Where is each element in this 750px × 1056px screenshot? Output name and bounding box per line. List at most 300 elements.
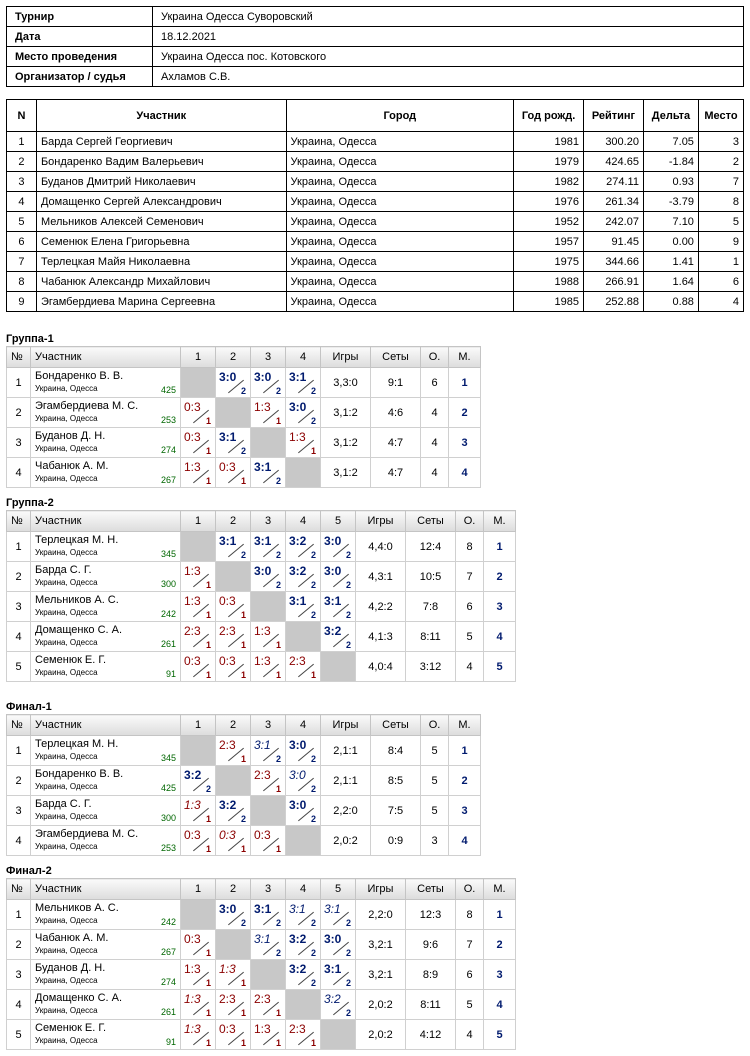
match-sets: 3:1	[324, 962, 342, 976]
player-games: 4,4:0	[356, 532, 406, 562]
participant-cell: 4	[7, 192, 37, 212]
match-score	[321, 562, 355, 591]
match-points: 1	[275, 844, 281, 854]
match-score	[216, 652, 250, 681]
self-cell	[181, 368, 216, 398]
match-result	[216, 368, 251, 398]
player-place: 4	[484, 622, 516, 652]
match-score	[286, 900, 320, 929]
header-sets: Сеты	[406, 879, 456, 900]
player-games: 3,2:1	[356, 960, 406, 990]
match-score	[181, 428, 215, 457]
header-place: М.	[484, 511, 516, 532]
match-result	[286, 766, 321, 796]
player-points: 5	[421, 796, 449, 826]
player-cell	[31, 826, 181, 856]
player-number: 5	[7, 1020, 31, 1050]
match-score	[251, 826, 285, 855]
match-sets: 3:0	[289, 400, 307, 414]
match-sets: 1:3	[254, 654, 271, 668]
match-result	[286, 900, 321, 930]
match-score	[181, 960, 215, 989]
match-score	[181, 766, 215, 795]
header-no: №	[7, 347, 31, 368]
match-score	[216, 1020, 250, 1049]
player-points: 6	[456, 960, 484, 990]
player-row	[7, 652, 516, 682]
info-label: Дата	[7, 27, 153, 47]
match-score	[286, 1020, 320, 1049]
player-games: 2,2:0	[356, 900, 406, 930]
player-name: Семенюк Е. Г.	[35, 1022, 107, 1034]
match-result	[251, 736, 286, 766]
player-number: 3	[7, 796, 31, 826]
match-sets: 0:3	[219, 460, 236, 474]
player-name: Мельников А. С.	[35, 594, 119, 606]
match-result	[251, 562, 286, 592]
group-title: Группа-1	[6, 333, 54, 345]
participant-cell: 1	[7, 132, 37, 152]
player-cell	[31, 900, 181, 930]
match-points: 2	[275, 948, 281, 958]
match-score	[251, 652, 285, 681]
header-place: М.	[449, 715, 481, 736]
participant-cell: Домащенко Сергей Александрович	[36, 192, 286, 212]
player-games: 3,1:2	[321, 398, 371, 428]
player-row	[7, 736, 481, 766]
match-sets: 2:3	[254, 768, 271, 782]
match-result	[286, 1020, 321, 1050]
match-result	[251, 398, 286, 428]
player-name: Семенюк Е. Г.	[35, 654, 107, 666]
info-value: Украина Одесса пос. Котовского	[153, 47, 744, 67]
match-sets: 3:0	[324, 534, 342, 548]
player-city: Украина, Одесса	[35, 578, 98, 587]
match-sets: 3:0	[289, 738, 307, 752]
match-points: 1	[240, 1008, 246, 1018]
player-name: Буданов Д. Н.	[35, 962, 106, 974]
match-result	[321, 960, 356, 990]
player-rating: 242	[160, 609, 176, 619]
match-result	[216, 622, 251, 652]
player-rating: 425	[160, 783, 176, 793]
player-place: 3	[484, 592, 516, 622]
player-number: 4	[7, 826, 31, 856]
player-sets: 8:9	[406, 960, 456, 990]
player-city: Украина, Одесса	[35, 384, 98, 393]
final-1-section	[6, 700, 481, 856]
participant-row	[7, 192, 744, 212]
match-result	[321, 990, 356, 1020]
match-points: 1	[275, 784, 281, 794]
self-cell	[286, 826, 321, 856]
player-rating: 91	[165, 669, 176, 679]
header-points: О.	[421, 347, 449, 368]
group-table	[6, 878, 516, 1050]
player-row	[7, 458, 481, 488]
header-opponent-2: 2	[216, 511, 251, 532]
match-sets: 0:3	[219, 828, 236, 842]
match-score	[216, 736, 250, 765]
info-value: 18.12.2021	[153, 27, 744, 47]
match-score	[286, 960, 320, 989]
player-place: 1	[449, 736, 481, 766]
match-sets: 2:3	[219, 624, 236, 638]
self-cell	[321, 1020, 356, 1050]
player-number: 4	[7, 622, 31, 652]
match-result	[321, 930, 356, 960]
match-result	[251, 532, 286, 562]
participant-cell: Терлецкая Майя Николаевна	[36, 252, 286, 272]
info-label: Место проведения	[7, 47, 153, 67]
match-points: 1	[205, 814, 211, 824]
participant-cell: 252.88	[584, 292, 644, 312]
match-result	[216, 826, 251, 856]
match-score	[251, 900, 285, 929]
player-place: 2	[449, 398, 481, 428]
match-sets: 3:1	[219, 534, 237, 548]
match-points: 2	[310, 550, 316, 560]
player-sets: 0:9	[371, 826, 421, 856]
header-opponent-2: 2	[216, 715, 251, 736]
match-points: 2	[345, 948, 351, 958]
header-opponent-1: 1	[181, 879, 216, 900]
participant-cell: 7	[698, 172, 743, 192]
participant-cell: Семенюк Елена Григорьевна	[36, 232, 286, 252]
player-place: 4	[449, 826, 481, 856]
header-sets: Сеты	[371, 715, 421, 736]
match-result	[181, 826, 216, 856]
match-sets: 1:3	[254, 1022, 271, 1036]
match-points: 1	[205, 1008, 211, 1018]
match-points: 2	[240, 918, 246, 928]
player-cell	[31, 458, 181, 488]
match-score	[321, 990, 355, 1019]
self-cell	[181, 736, 216, 766]
participant-cell: 0.00	[643, 232, 698, 252]
match-sets: 3:1	[289, 594, 307, 608]
match-score	[286, 930, 320, 959]
player-name: Терлецкая М. Н.	[35, 738, 119, 750]
player-city: Украина, Одесса	[35, 608, 98, 617]
match-sets: 2:3	[219, 738, 236, 752]
match-points: 1	[310, 670, 316, 680]
match-points: 2	[275, 918, 281, 928]
match-score	[181, 458, 215, 487]
player-points: 6	[421, 368, 449, 398]
match-result	[286, 930, 321, 960]
match-points: 1	[205, 416, 211, 426]
match-result	[181, 960, 216, 990]
player-rating: 274	[160, 977, 176, 987]
player-city: Украина, Одесса	[35, 842, 98, 851]
match-sets: 1:3	[184, 460, 201, 474]
match-result	[321, 622, 356, 652]
participant-cell: 1985	[514, 292, 584, 312]
match-score	[321, 532, 355, 561]
match-result	[181, 990, 216, 1020]
header-opponent-4: 4	[286, 879, 321, 900]
info-label: Организатор / судья	[7, 67, 153, 87]
self-cell	[251, 960, 286, 990]
participant-cell: 344.66	[584, 252, 644, 272]
participant-row	[7, 292, 744, 312]
match-score	[181, 622, 215, 651]
match-sets: 3:0	[254, 564, 272, 578]
match-result	[216, 1020, 251, 1050]
self-cell	[251, 592, 286, 622]
match-points: 2	[345, 640, 351, 650]
participants-header-row	[7, 100, 744, 132]
player-number: 1	[7, 900, 31, 930]
match-score	[216, 826, 250, 855]
player-sets: 3:12	[406, 652, 456, 682]
match-score	[286, 766, 320, 795]
participant-row	[7, 172, 744, 192]
match-points: 2	[275, 580, 281, 590]
match-result	[181, 622, 216, 652]
header-games: Игры	[356, 879, 406, 900]
match-score	[251, 398, 285, 427]
match-sets: 3:2	[289, 534, 307, 548]
match-points: 1	[310, 446, 316, 456]
match-score	[251, 1020, 285, 1049]
player-games: 3,2:1	[356, 930, 406, 960]
player-number: 2	[7, 766, 31, 796]
match-sets: 3:0	[254, 370, 272, 384]
match-score	[286, 532, 320, 561]
header-player: Участник	[31, 511, 181, 532]
match-result	[216, 960, 251, 990]
self-cell	[216, 930, 251, 960]
match-score	[251, 736, 285, 765]
player-rating: 425	[160, 385, 176, 395]
player-games: 4,1:3	[356, 622, 406, 652]
match-points: 1	[275, 640, 281, 650]
player-place: 5	[484, 652, 516, 682]
match-points: 1	[205, 476, 211, 486]
player-points: 7	[456, 562, 484, 592]
match-result	[181, 652, 216, 682]
match-sets: 0:3	[219, 1022, 236, 1036]
player-sets: 8:5	[371, 766, 421, 796]
player-city: Украина, Одесса	[35, 812, 98, 821]
header-sets: Сеты	[371, 347, 421, 368]
match-result	[321, 592, 356, 622]
match-points: 2	[310, 610, 316, 620]
player-row	[7, 368, 481, 398]
match-points: 1	[275, 1008, 281, 1018]
match-sets: 0:3	[184, 400, 201, 414]
participant-cell: 266.91	[584, 272, 644, 292]
match-sets: 3:1	[254, 932, 271, 946]
player-city: Украина, Одесса	[35, 946, 98, 955]
group-1-section	[6, 332, 481, 488]
match-points: 1	[205, 844, 211, 854]
match-points: 1	[205, 670, 211, 680]
match-score	[181, 1020, 215, 1049]
match-points: 2	[310, 784, 316, 794]
player-sets: 9:6	[406, 930, 456, 960]
match-points: 1	[240, 844, 246, 854]
participant-cell: Мельников Алексей Семенович	[36, 212, 286, 232]
match-points: 1	[205, 640, 211, 650]
match-score	[181, 796, 215, 825]
match-points: 1	[275, 670, 281, 680]
match-points: 1	[275, 416, 281, 426]
player-games: 4,2:2	[356, 592, 406, 622]
header-opponent-2: 2	[216, 347, 251, 368]
self-cell	[216, 766, 251, 796]
match-result	[181, 562, 216, 592]
match-result	[251, 990, 286, 1020]
player-name: Чабанюк А. М.	[35, 932, 109, 944]
player-cell	[31, 930, 181, 960]
participant-cell: 6	[7, 232, 37, 252]
player-place: 4	[484, 990, 516, 1020]
player-city: Украина, Одесса	[35, 1006, 98, 1015]
header-points: О.	[456, 879, 484, 900]
match-points: 2	[275, 476, 281, 486]
player-number: 2	[7, 562, 31, 592]
participant-cell: 1.64	[643, 272, 698, 292]
match-points: 2	[240, 550, 246, 560]
match-result	[286, 428, 321, 458]
participant-cell: 1976	[514, 192, 584, 212]
participant-cell: 3	[698, 132, 743, 152]
match-result	[286, 368, 321, 398]
match-points: 2	[345, 1008, 351, 1018]
match-sets: 3:1	[289, 902, 306, 916]
header-opponent-3: 3	[251, 511, 286, 532]
match-points: 1	[205, 948, 211, 958]
header-opponent-4: 4	[286, 347, 321, 368]
match-points: 1	[240, 978, 246, 988]
participant-cell: 7.10	[643, 212, 698, 232]
match-sets: 3:1	[254, 902, 272, 916]
match-points: 1	[310, 1038, 316, 1048]
match-score	[321, 960, 355, 989]
group-title: Финал-1	[6, 701, 52, 713]
match-sets: 0:3	[184, 828, 201, 842]
header-points: О.	[421, 715, 449, 736]
match-points: 2	[275, 386, 281, 396]
player-cell	[31, 1020, 181, 1050]
player-name: Бондаренко В. В.	[35, 768, 124, 780]
match-points: 2	[310, 978, 316, 988]
participant-cell: Украина, Одесса	[286, 132, 514, 152]
match-score	[216, 532, 250, 561]
participant-row	[7, 132, 744, 152]
self-cell	[181, 532, 216, 562]
player-points: 6	[456, 592, 484, 622]
player-rating: 267	[160, 475, 176, 485]
match-score	[286, 796, 320, 825]
player-number: 4	[7, 458, 31, 488]
match-result	[216, 990, 251, 1020]
player-city: Украина, Одесса	[35, 548, 98, 557]
match-score	[216, 428, 250, 457]
match-sets: 0:3	[219, 654, 236, 668]
match-points: 1	[240, 754, 246, 764]
match-sets: 2:3	[289, 654, 306, 668]
match-sets: 0:3	[184, 654, 201, 668]
player-place: 5	[484, 1020, 516, 1050]
player-row	[7, 990, 516, 1020]
match-score	[321, 900, 355, 929]
group-table	[6, 714, 481, 856]
match-result	[286, 736, 321, 766]
match-sets: 3:2	[289, 564, 307, 578]
player-games: 2,0:2	[321, 826, 371, 856]
match-sets: 2:3	[254, 992, 271, 1006]
player-cell	[31, 592, 181, 622]
player-row	[7, 826, 481, 856]
participant-cell: 300.20	[584, 132, 644, 152]
player-row	[7, 796, 481, 826]
match-sets: 3:0	[219, 902, 237, 916]
match-sets: 1:3	[184, 992, 201, 1006]
participant-row	[7, 272, 744, 292]
self-cell	[251, 796, 286, 826]
group-title: Финал-2	[6, 865, 52, 877]
participant-row	[7, 232, 744, 252]
match-score	[286, 562, 320, 591]
match-result	[286, 562, 321, 592]
player-number: 2	[7, 930, 31, 960]
match-points: 2	[345, 580, 351, 590]
match-score	[251, 458, 285, 487]
player-name: Барда С. Г.	[35, 564, 92, 576]
group-table	[6, 510, 516, 682]
player-city: Украина, Одесса	[35, 752, 98, 761]
player-city: Украина, Одесса	[35, 638, 98, 647]
participant-cell: Украина, Одесса	[286, 152, 514, 172]
player-sets: 4:7	[371, 458, 421, 488]
player-number: 1	[7, 368, 31, 398]
header-opponent-1: 1	[181, 715, 216, 736]
player-number: 2	[7, 398, 31, 428]
player-number: 4	[7, 990, 31, 1020]
match-sets: 2:3	[184, 624, 201, 638]
participant-cell: 261.34	[584, 192, 644, 212]
match-score	[216, 990, 250, 1019]
player-cell	[31, 960, 181, 990]
match-score	[251, 562, 285, 591]
match-sets: 3:1	[254, 738, 271, 752]
match-points: 1	[240, 610, 246, 620]
player-games: 3,1:2	[321, 458, 371, 488]
player-rating: 300	[160, 813, 176, 823]
info-row	[7, 47, 744, 67]
participant-cell: 1975	[514, 252, 584, 272]
player-cell	[31, 652, 181, 682]
player-cell	[31, 562, 181, 592]
self-cell	[286, 622, 321, 652]
info-value: Украина Одесса Суворовский	[153, 7, 744, 27]
player-city: Украина, Одесса	[35, 1036, 98, 1045]
player-name: Бондаренко В. В.	[35, 370, 124, 382]
player-points: 4	[456, 1020, 484, 1050]
participant-cell: 5	[7, 212, 37, 232]
player-row	[7, 562, 516, 592]
match-points: 2	[310, 814, 316, 824]
match-sets: 2:3	[219, 992, 236, 1006]
header-opponent-1: 1	[181, 347, 216, 368]
player-row	[7, 930, 516, 960]
match-result	[181, 592, 216, 622]
match-points: 2	[240, 814, 246, 824]
